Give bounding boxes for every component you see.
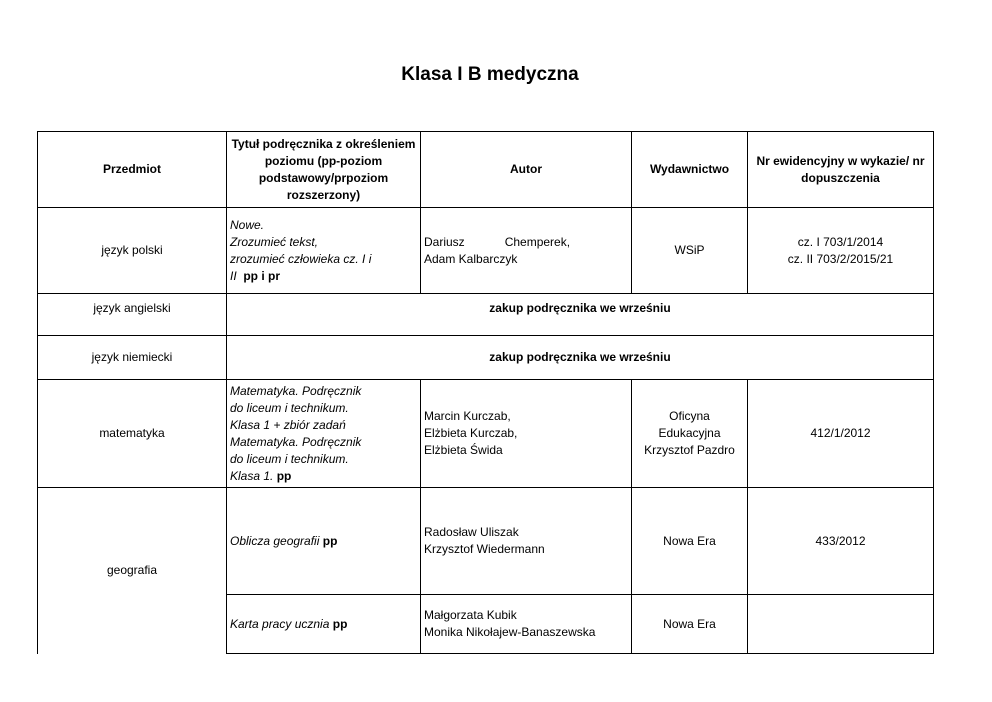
book-title: Oblicza geografii [230, 533, 320, 548]
publisher-cell: Nowa Era [632, 595, 748, 654]
number-line: cz. I 703/1/2014 [797, 234, 884, 249]
header-publisher: Wydawnictwo [632, 132, 748, 208]
author-line: Elżbieta Świda [424, 443, 503, 457]
table-row [38, 336, 934, 380]
book-cell [227, 488, 421, 595]
publisher-cell: WSiP [632, 208, 748, 294]
book-cell [227, 380, 421, 488]
header-number: Nr ewidencyjny w wykazie/ nr dopuszczenia [748, 132, 934, 208]
header-book: Tytuł podręcznika z określeniem poziomu (pp-poziom podstawowy/prpoziom rozszerzony) [227, 132, 421, 208]
author-line: Radosław Uliszak [424, 525, 519, 539]
table-header-row [38, 132, 934, 208]
subject-cell: język angielski [38, 294, 227, 336]
book-line: Klasa 1 + zbiór zadań [230, 417, 346, 432]
number-line: cz. II 703/2/2015/21 [787, 251, 894, 266]
subject-cell: geografia [38, 488, 227, 654]
number-cell [748, 208, 934, 294]
page-title: Klasa I B medyczna [401, 64, 579, 85]
author-line: Krzysztof Wiedermann [424, 542, 545, 556]
subject-cell: język niemiecki [38, 336, 227, 380]
publisher-line: Krzysztof Pazdro [644, 443, 735, 457]
subject-cell: matematyka [38, 380, 227, 488]
author-last: Chemperek, [504, 234, 571, 249]
table-row [38, 380, 934, 488]
book-line: II [230, 268, 237, 283]
book-line: zrozumieć człowieka cz. I i [230, 251, 372, 266]
number-cell: 412/1/2012 [748, 380, 934, 488]
level-badge: pp [332, 616, 348, 631]
book-cell [227, 208, 421, 294]
author-cell [421, 380, 632, 488]
author-cell [421, 208, 632, 294]
header-subject: Przedmiot [38, 132, 227, 208]
book-title: Karta pracy ucznia [230, 616, 330, 631]
author-line: Marcin Kurczab, [424, 409, 511, 423]
author-cell [421, 595, 632, 654]
book-line: Matematyka. Podręcznik [230, 434, 362, 449]
author-line: Monika Nikołajew-Banaszewska [424, 625, 596, 639]
table-row [38, 208, 934, 294]
level-badge: pp i pr [243, 268, 281, 283]
table-row [38, 294, 934, 336]
author-cell [421, 488, 632, 595]
number-cell [748, 595, 934, 654]
subject-cell: język polski [38, 208, 227, 294]
book-line: Matematyka. Podręcznik [230, 383, 362, 398]
book-line: do liceum i technikum. [230, 451, 349, 466]
number-cell: 433/2012 [748, 488, 934, 595]
author-line: Adam Kalbarczyk [424, 251, 518, 266]
book-line: do liceum i technikum. [230, 400, 349, 415]
book-line: Nowe. [230, 217, 265, 232]
level-badge: pp [322, 533, 338, 548]
author-line: Elżbieta Kurczab, [424, 426, 518, 440]
book-line: Zrozumieć tekst, [230, 234, 319, 249]
author-line: Małgorzata Kubik [424, 608, 517, 622]
publisher-line: Edukacyjna [658, 426, 721, 440]
note-cell: zakup podręcznika we wrześniu [227, 294, 934, 336]
publisher-cell: Nowa Era [632, 488, 748, 595]
level-badge: pp [276, 468, 292, 483]
publisher-cell [632, 380, 748, 488]
table-row [38, 488, 934, 595]
note-cell: zakup podręcznika we wrześniu [227, 336, 934, 380]
book-cell [227, 595, 421, 654]
textbook-table [37, 131, 934, 654]
author-first: Dariusz [424, 234, 465, 249]
publisher-line: Oficyna [669, 409, 710, 423]
header-author: Autor [421, 132, 632, 208]
book-line: Klasa 1. [230, 468, 274, 483]
